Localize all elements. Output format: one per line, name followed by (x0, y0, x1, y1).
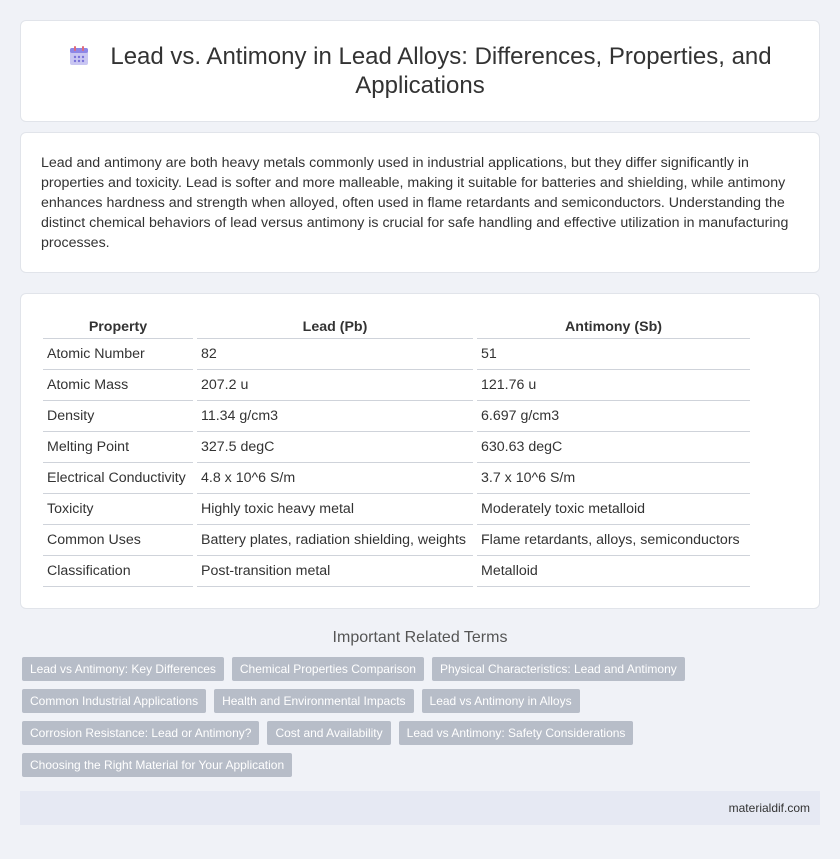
table-row (43, 556, 750, 587)
header-property: Property (43, 314, 193, 339)
lead-cell: Post-transition metal (197, 556, 473, 587)
property-cell: Melting Point (43, 432, 193, 463)
related-term-link[interactable]: Physical Characteristics: Lead and Antimony (432, 657, 685, 681)
lead-cell: 327.5 degC (197, 432, 473, 463)
related-term-link[interactable]: Common Industrial Applications (22, 689, 206, 713)
property-cell: Density (43, 401, 193, 432)
lead-cell: 82 (197, 339, 473, 370)
header-antimony: Antimony (Sb) (477, 314, 750, 339)
lead-cell: Highly toxic heavy metal (197, 494, 473, 525)
antimony-cell: 6.697 g/cm3 (477, 401, 750, 432)
intro-text: Lead and antimony are both heavy metals commonly used in industrial applications, but they differ significantly in properties and toxicity. Lead is softer and more malleable, making it suitable for batteries and shielding, while antimony enhances hardness and strength when alloyed, often used in flame retardants and semiconductors. Understanding the distinct chemical behaviors of lead versus antimony is crucial for safe handling and effective utilization in manufacturing processes. (41, 155, 789, 251)
page-title-line2: Applications (355, 72, 485, 99)
table-header-row (43, 314, 750, 339)
related-term-link[interactable]: Corrosion Resistance: Lead or Antimony? (22, 721, 259, 745)
page-title (68, 42, 771, 100)
related-term-link[interactable]: Cost and Availability (267, 721, 390, 745)
lead-cell: 207.2 u (197, 370, 473, 401)
antimony-cell: 51 (477, 339, 750, 370)
property-cell: Atomic Number (43, 339, 193, 370)
comparison-table-card (20, 293, 820, 609)
comparison-table (39, 314, 754, 587)
page-title-line1: Lead vs. Antimony in Lead Alloys: Differences, Properties, and (110, 43, 772, 70)
lead-cell: 11.34 g/cm3 (197, 401, 473, 432)
lead-cell: 4.8 x 10^6 S/m (197, 463, 473, 494)
antimony-cell: 630.63 degC (477, 432, 750, 463)
related-term-link[interactable]: Health and Environmental Impacts (214, 689, 413, 713)
related-term-link[interactable]: Lead vs Antimony: Safety Considerations (399, 721, 634, 745)
related-term-link[interactable]: Lead vs Antimony: Key Differences (22, 657, 224, 681)
antimony-cell: Metalloid (477, 556, 750, 587)
footer-site-name: materialdif.com (728, 801, 810, 815)
related-term-link[interactable]: Lead vs Antimony in Alloys (422, 689, 580, 713)
property-cell: Electrical Conductivity (43, 463, 193, 494)
related-term-link[interactable]: Chemical Properties Comparison (232, 657, 424, 681)
related-term-link[interactable]: Choosing the Right Material for Your Application (22, 753, 292, 777)
header-card (20, 20, 820, 122)
table-row (43, 494, 750, 525)
antimony-cell: Moderately toxic metalloid (477, 494, 750, 525)
table-row (43, 339, 750, 370)
antimony-cell: 121.76 u (477, 370, 750, 401)
related-terms-title: Important Related Terms (332, 629, 508, 646)
footer (20, 791, 820, 825)
header-lead: Lead (Pb) (197, 314, 473, 339)
table-row (43, 401, 750, 432)
table-row (43, 432, 750, 463)
property-cell: Toxicity (43, 494, 193, 525)
property-cell: Common Uses (43, 525, 193, 556)
table-row (43, 370, 750, 401)
table-row (43, 463, 750, 494)
table-row (43, 525, 750, 556)
lead-cell: Battery plates, radiation shielding, weights (197, 525, 473, 556)
property-cell: Classification (43, 556, 193, 587)
property-cell: Atomic Mass (43, 370, 193, 401)
calendar-icon (68, 45, 90, 67)
intro-card (20, 132, 820, 273)
related-terms-list (22, 657, 818, 785)
antimony-cell: Flame retardants, alloys, semiconductors (477, 525, 750, 556)
antimony-cell: 3.7 x 10^6 S/m (477, 463, 750, 494)
